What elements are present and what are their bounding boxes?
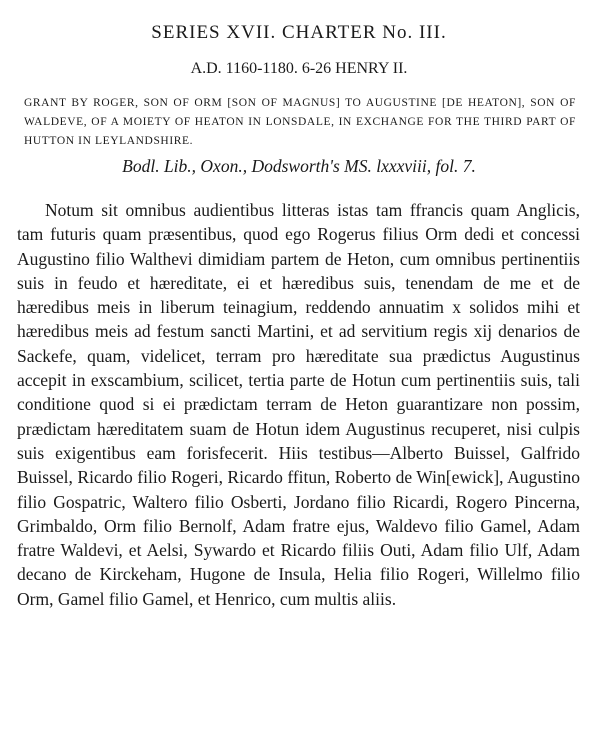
grant-description: GRANT BY ROGER, SON OF ORM [SON OF MAGNUS] TO AUGUSTINE [DE HEATON], SON OF WALDEVE, OF A MOIETY OF HEATON IN LONSDALE, IN EXCHANGE FOR THE THIRD PART OF HUTTON IN LEYLANDSHIRE. xyxy=(24,97,576,147)
date-line: A.D. 1160-1180. 6-26 HENRY II. xyxy=(190,60,408,77)
source-citation: Bodl. Lib., Oxon., Dodsworth's MS. lxxxviii, fol. 7. xyxy=(122,156,476,176)
charter-body-text: Notum sit omnibus audientibus litteras istas tam ffrancis quam Anglicis, tam futuris quam præsentibus, quod ego Rogerus filius Orm dedi et concessi Augustino filio Walthevi dimidiam partem de Heton, cum omnibus pertinentiis suis in feudo et hæreditate, ei et hæredibus suis, tenendam de me et de hæredibus meis in liberum teinagium, reddendo annuatim x solidos mihi et hæredibus meis ad festum sancti Martini, et ad servitium regis xij denarios de Sackefe, quam, videlicet, terram pro hæreditate sua prædictus Augustinus accepit in exscambium, scilicet, tertia parte de Hotun cum pertinentiis suis, tali conditione quod si ei prædictam terram de Heton guarantizare non possim, prædictam hæreditatem suam de Hotun idem Augustinus recuperet, nisi culpis suis exigentibus eam forisfecerit. Hiis testibus—Alberto Buissel, Galfrido Buissel, Ricardo filio Rogeri, Ricardo ffitun, Roberto de Win[ewick], Augustino filio Gospatric, Waltero filio Osberti, Jordano filio Ricardi, Rogero Pincerna, Grimbaldo, Orm filio Bernolf, Adam fratre ejus, Waldevo filio Gamel, Adam fratre Waldevi, et Aelsi, Sywardo et Ricardo filiis Outi, Adam filio Ulf, Adam decano de Kirckeham, Hugone de Insula, Helia filio Rogeri, Willelmo filio Orm, Gamel filio Gamel, et Henrico, cum multis aliis. xyxy=(17,200,580,609)
series-charter-heading: SERIES XVII. CHARTER No. III. xyxy=(151,22,447,43)
